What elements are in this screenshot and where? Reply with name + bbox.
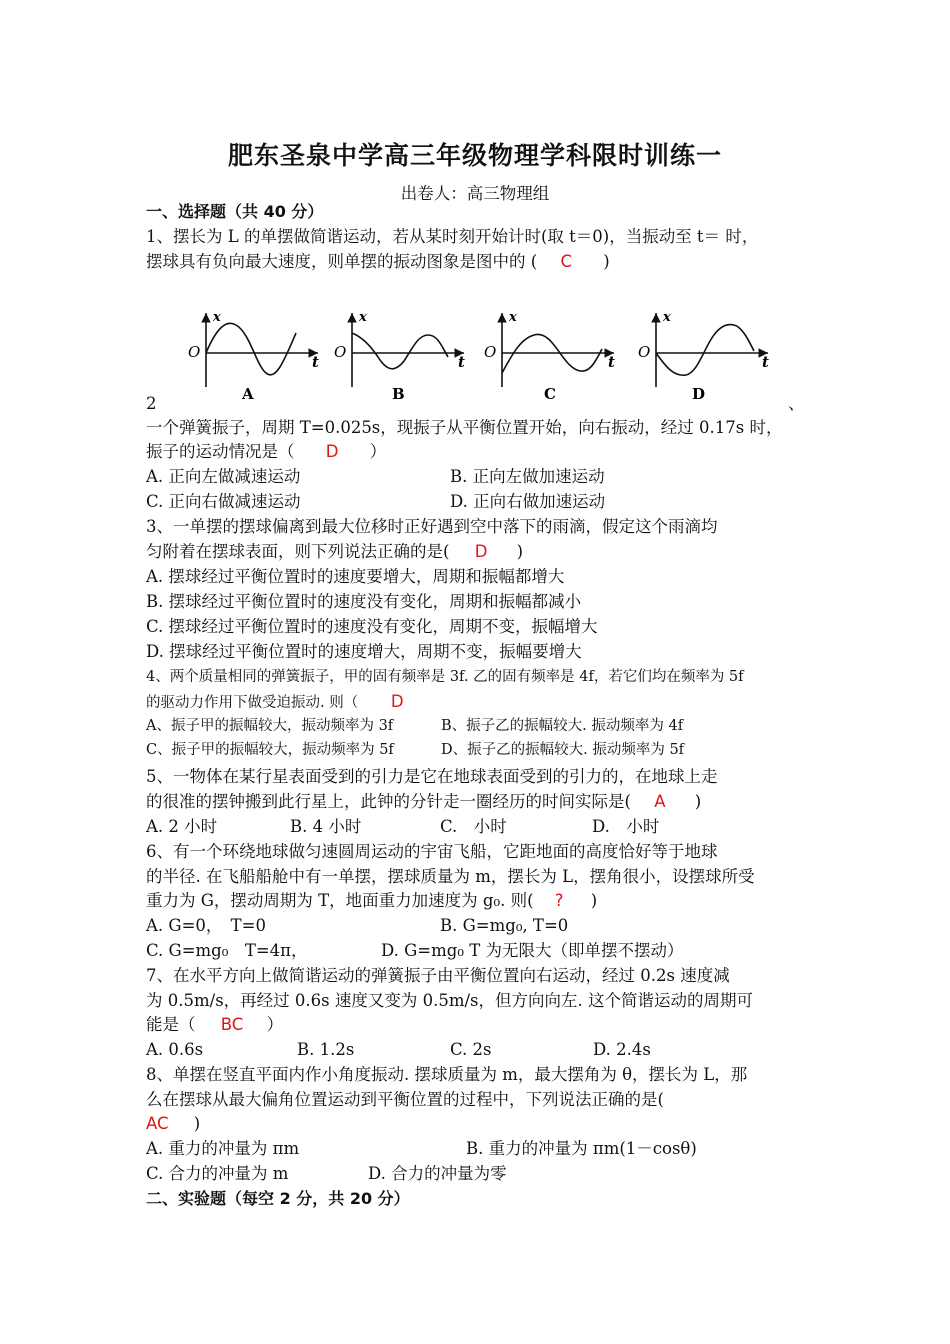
graph-d-origin: O: [638, 343, 651, 361]
question-5-close: ): [694, 792, 702, 811]
question-8-line-2: 么在摆球从最大偏角位置运动到平衡位置的过程中，下列说法正确的是(: [146, 1090, 664, 1109]
question-3-answer: D: [474, 542, 488, 561]
section-heading-2: 二、实验题（每空 2 分，共 20 分）: [146, 1189, 410, 1208]
question-6-option-c: C. G=mg₀ T=4π，: [146, 941, 308, 960]
question-5-answer: A: [654, 792, 666, 811]
question-6-text: 重力为 G，摆动周期为 T，地面重力加速度为 g₀. 则(: [146, 891, 534, 910]
question-2-number: 2: [146, 394, 157, 413]
question-4-option-d: D、振子乙的振幅较大. 振动频率为 5f: [441, 742, 685, 758]
author-line: 出卷人：高三物理组: [400, 184, 550, 203]
question-1-text: 摆球具有负向最大速度，则单摆的振动图象是图中的 (: [146, 252, 538, 271]
question-2-option-b: B. 正向左做加速运动: [450, 467, 605, 486]
question-8-option-a: A. 重力的冲量为 πm: [146, 1139, 300, 1158]
question-7-answer: BC: [220, 1015, 244, 1034]
graph-a-t-label: t: [312, 353, 319, 371]
question-4-option-c: C、振子甲的振幅较大，振动频率为 5f: [146, 742, 394, 758]
graph-d: [638, 310, 769, 403]
question-8-answer: AC: [146, 1114, 169, 1133]
question-7-option-c: C. 2s: [450, 1040, 492, 1059]
section-heading: 一、选择题（共 40 分）: [146, 202, 324, 221]
graph-d-x-label: x: [663, 310, 671, 325]
graph-c: [484, 310, 615, 403]
question-4-answer: D: [390, 692, 404, 711]
question-7-line-1: 7、在水平方向上做简谐运动的弹簧振子由平衡位置向右运动，经过 0.2s 速度减: [146, 966, 730, 985]
question-8-option-b: B. 重力的冲量为 πm(1－cosθ): [466, 1139, 697, 1158]
question-2-option-c: C. 正向右做减速运动: [146, 492, 301, 511]
question-6-line-1: 6、有一个环绕地球做匀速圆周运动的宇宙飞船，它距地面的高度恰好等于地球: [146, 842, 718, 861]
question-2-line-1: 一个弹簧振子，周期 T=0.025s，现振子从平衡位置开始，向右振动，经过 0.17s 时，: [146, 418, 783, 437]
question-7-close: ）: [266, 1015, 284, 1034]
question-7-option-a: A. 0.6s: [146, 1040, 204, 1059]
question-3-option-d: D. 摆球经过平衡位置时的速度增大，周期不变，振幅要增大: [146, 642, 582, 661]
question-4-option-a: A、振子甲的振幅较大，振动频率为 3f: [146, 718, 394, 734]
graph-b-origin: O: [334, 343, 347, 361]
question-8-option-c: C. 合力的冲量为 m: [146, 1164, 289, 1183]
question-2-option-a: A. 正向左做减速运动: [146, 467, 301, 486]
question-2-answer: D: [325, 442, 339, 461]
question-8-option-d: D. 合力的冲量为零: [368, 1164, 507, 1183]
question-8-line-1: 8、单摆在竖直平面内作小角度振动. 摆球质量为 m，最大摆角为 θ，摆长为 L，那: [146, 1065, 748, 1084]
question-4-line-2: [146, 690, 404, 715]
question-3-option-c: C. 摆球经过平衡位置时的速度没有变化，周期不变，振幅增大: [146, 617, 598, 636]
question-5-option-c: C. 小时: [440, 817, 507, 836]
question-7-line-2: 为 0.5m/s，再经过 0.6s 速度又变为 0.5m/s，但方向向左. 这个简谐运动的周期可: [146, 991, 754, 1010]
question-1-line-2: [146, 250, 610, 274]
question-5-text: 的很准的摆钟搬到此行星上，此钟的分针走一圈经历的时间实际是(: [146, 792, 631, 811]
question-2-option-d: D. 正向右做加速运动: [450, 492, 606, 511]
graph-a: [188, 310, 319, 403]
question-4-line-1: 4、两个质量相同的弹簧振子，甲的固有频率是 3f. 乙的固有频率是 4f，若它们均在频率为 5f: [146, 669, 744, 685]
graph-d-label: D: [692, 385, 706, 403]
question-6-line-2: 的半径. 在飞船船舱中有一单摆，摆球质量为 m，摆长为 L，摆角很小，设摆球所受: [146, 867, 755, 886]
question-6-option-d: D. G=mg₀ T 为无限大（即单摆不摆动）: [381, 941, 684, 960]
graph-a-label: A: [242, 385, 254, 403]
question-7-option-b: B. 1.2s: [297, 1040, 355, 1059]
graph-b-x-label: x: [359, 310, 367, 325]
graph-c-t-label: t: [608, 353, 615, 371]
question-3-option-a: A. 摆球经过平衡位置时的速度要增大，周期和振幅都增大: [146, 567, 565, 586]
question-8-close: ): [193, 1114, 201, 1133]
graph-b-label: B: [392, 385, 405, 403]
question-5-option-d: D. 小时: [592, 817, 660, 836]
question-4-text: 的驱动力作用下做受迫振动. 则（: [146, 695, 359, 711]
graph-b-t-label: t: [458, 353, 465, 371]
question-3-line-2: [146, 540, 523, 564]
page-title: 肥东圣泉中学高三年级物理学科限时训练一: [227, 141, 722, 170]
question-3-text: 匀附着在摆球表面，则下列说法正确的是(: [146, 542, 450, 561]
question-5-line-1: 5、一物体在某行星表面受到的引力是它在地球表面受到的引力的，在地球上走: [146, 767, 718, 786]
question-8-line-3: [146, 1112, 200, 1136]
graph-c-origin: O: [484, 343, 497, 361]
question-4-option-b: B、振子乙的振幅较大. 振动频率为 4f: [441, 718, 684, 734]
question-7-line-3: [146, 1013, 283, 1037]
question-5-line-2: [146, 790, 701, 814]
question-7-option-d: D. 2.4s: [593, 1040, 651, 1059]
question-2-close: ）: [369, 442, 387, 461]
question-1-answer: C: [560, 252, 572, 271]
question-5-option-b: B. 4 小时: [290, 817, 362, 836]
oscillation-graphs-figure: [180, 305, 780, 405]
question-7-text: 能是（: [146, 1015, 196, 1034]
graph-a-x-label: x: [213, 310, 221, 325]
question-1-close: ): [603, 252, 610, 271]
graph-a-origin: O: [188, 343, 201, 361]
graph-c-x-label: x: [509, 310, 517, 325]
question-2-separator: 、: [788, 394, 805, 413]
question-6-option-b: B. G=mg₀, T=0: [440, 916, 569, 935]
graph-c-label: C: [544, 385, 556, 403]
question-3-option-b: B. 摆球经过平衡位置时的速度没有变化，周期和振幅都减小: [146, 592, 582, 611]
question-6-answer: ?: [554, 891, 564, 910]
question-2-text: 振子的运动情况是（: [146, 442, 295, 461]
question-6-line-3: [146, 889, 597, 913]
question-1-line-1: 1、摆长为 L 的单摆做简谐运动，若从某时刻开始计时(取 t＝0)，当振动至 t＝ 时，: [146, 227, 759, 246]
question-6-close: ): [590, 891, 598, 910]
question-5-option-a: A. 2 小时: [146, 817, 218, 836]
graph-d-t-label: t: [762, 353, 769, 371]
question-3-line-1: 3、一单摆的摆球偏离到最大位移时正好遇到空中落下的雨滴，假定这个雨滴均: [146, 517, 718, 536]
question-2-line-2: [146, 440, 386, 464]
question-6-option-a: A. G=0， T=0: [146, 916, 266, 935]
graph-b: [334, 310, 465, 403]
question-3-close: ): [516, 542, 524, 561]
